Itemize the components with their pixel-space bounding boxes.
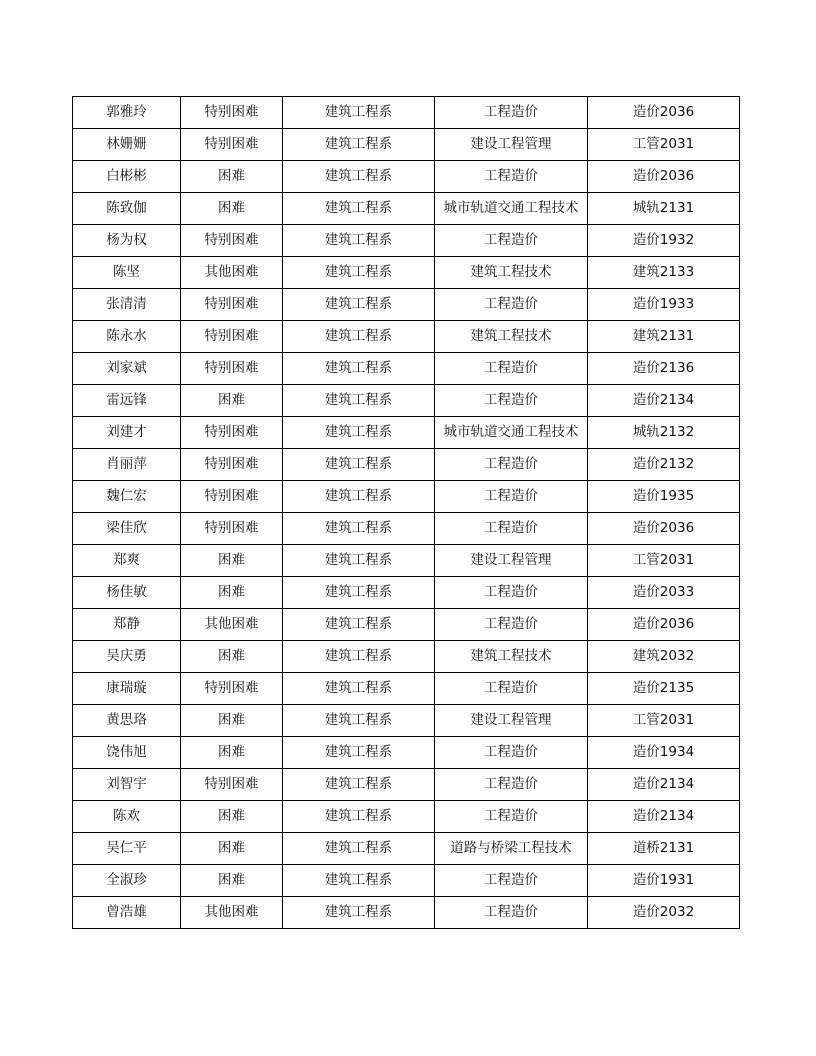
class-cell: 造价2132 (588, 449, 740, 481)
table-row (73, 705, 740, 737)
major-cell: 工程造价 (435, 481, 588, 513)
department-cell: 建筑工程系 (283, 385, 435, 417)
difficulty-level-cell: 其他困难 (181, 257, 283, 289)
table-row (73, 289, 740, 321)
class-cell: 造价2036 (588, 609, 740, 641)
student-name-cell: 陈坚 (73, 257, 181, 289)
student-name-cell: 雷远锋 (73, 385, 181, 417)
class-cell: 造价2033 (588, 577, 740, 609)
major-cell: 城市轨道交通工程技术 (435, 193, 588, 225)
table-row (73, 513, 740, 545)
major-cell: 工程造价 (435, 865, 588, 897)
student-name-cell: 魏仁宏 (73, 481, 181, 513)
difficulty-level-cell: 特别困难 (181, 129, 283, 161)
table-row (73, 673, 740, 705)
student-name-cell: 康瑞璇 (73, 673, 181, 705)
class-cell: 造价1931 (588, 865, 740, 897)
class-cell: 造价1934 (588, 737, 740, 769)
difficulty-level-cell: 其他困难 (181, 897, 283, 929)
table-row (73, 97, 740, 129)
table-row (73, 609, 740, 641)
student-name-cell: 张清清 (73, 289, 181, 321)
table-row (73, 641, 740, 673)
class-cell: 造价2036 (588, 161, 740, 193)
class-cell: 造价2134 (588, 769, 740, 801)
department-cell: 建筑工程系 (283, 161, 435, 193)
class-cell: 造价2134 (588, 385, 740, 417)
major-cell: 工程造价 (435, 449, 588, 481)
class-cell: 道桥2131 (588, 833, 740, 865)
student-name-cell: 饶伟旭 (73, 737, 181, 769)
difficulty-level-cell: 困难 (181, 737, 283, 769)
difficulty-level-cell: 特别困难 (181, 673, 283, 705)
difficulty-level-cell: 困难 (181, 641, 283, 673)
major-cell: 工程造价 (435, 737, 588, 769)
student-name-cell: 杨为权 (73, 225, 181, 257)
class-cell: 工管2031 (588, 705, 740, 737)
major-cell: 工程造价 (435, 801, 588, 833)
student-name-cell: 白彬彬 (73, 161, 181, 193)
table-row (73, 193, 740, 225)
major-cell: 建设工程管理 (435, 545, 588, 577)
major-cell: 工程造价 (435, 609, 588, 641)
class-cell: 建筑2133 (588, 257, 740, 289)
table-row (73, 257, 740, 289)
department-cell: 建筑工程系 (283, 449, 435, 481)
class-cell: 造价2136 (588, 353, 740, 385)
department-cell: 建筑工程系 (283, 225, 435, 257)
difficulty-level-cell: 困难 (181, 705, 283, 737)
class-cell: 造价1935 (588, 481, 740, 513)
department-cell: 建筑工程系 (283, 705, 435, 737)
student-name-cell: 郑静 (73, 609, 181, 641)
major-cell: 工程造价 (435, 897, 588, 929)
difficulty-level-cell: 特别困难 (181, 769, 283, 801)
major-cell: 工程造价 (435, 353, 588, 385)
table-row (73, 449, 740, 481)
difficulty-level-cell: 困难 (181, 545, 283, 577)
student-name-cell: 陈欢 (73, 801, 181, 833)
student-name-cell: 刘智宇 (73, 769, 181, 801)
table-row (73, 225, 740, 257)
table-row (73, 833, 740, 865)
student-name-cell: 杨佳敏 (73, 577, 181, 609)
class-cell: 工管2031 (588, 545, 740, 577)
difficulty-level-cell: 困难 (181, 865, 283, 897)
table-row (73, 161, 740, 193)
student-name-cell: 肖丽萍 (73, 449, 181, 481)
table-row (73, 737, 740, 769)
class-cell: 城轨2131 (588, 193, 740, 225)
table-row (73, 385, 740, 417)
major-cell: 城市轨道交通工程技术 (435, 417, 588, 449)
class-cell: 造价2134 (588, 801, 740, 833)
major-cell: 建设工程管理 (435, 129, 588, 161)
department-cell: 建筑工程系 (283, 193, 435, 225)
table-row (73, 801, 740, 833)
student-name-cell: 吴庆勇 (73, 641, 181, 673)
department-cell: 建筑工程系 (283, 577, 435, 609)
student-name-cell: 陈致伽 (73, 193, 181, 225)
student-name-cell: 梁佳欣 (73, 513, 181, 545)
difficulty-level-cell: 困难 (181, 193, 283, 225)
table-row (73, 321, 740, 353)
table-body (73, 97, 740, 929)
table-row (73, 865, 740, 897)
student-name-cell: 郭雅玲 (73, 97, 181, 129)
department-cell: 建筑工程系 (283, 513, 435, 545)
difficulty-level-cell: 特别困难 (181, 417, 283, 449)
department-cell: 建筑工程系 (283, 897, 435, 929)
student-name-cell: 林姗姗 (73, 129, 181, 161)
student-table (72, 96, 740, 929)
table-row (73, 897, 740, 929)
difficulty-level-cell: 特别困难 (181, 289, 283, 321)
major-cell: 工程造价 (435, 289, 588, 321)
difficulty-level-cell: 特别困难 (181, 97, 283, 129)
major-cell: 建设工程管理 (435, 705, 588, 737)
department-cell: 建筑工程系 (283, 257, 435, 289)
difficulty-level-cell: 困难 (181, 801, 283, 833)
department-cell: 建筑工程系 (283, 289, 435, 321)
department-cell: 建筑工程系 (283, 97, 435, 129)
student-name-cell: 吴仁平 (73, 833, 181, 865)
class-cell: 工管2031 (588, 129, 740, 161)
department-cell: 建筑工程系 (283, 353, 435, 385)
department-cell: 建筑工程系 (283, 609, 435, 641)
major-cell: 工程造价 (435, 385, 588, 417)
difficulty-level-cell: 特别困难 (181, 449, 283, 481)
department-cell: 建筑工程系 (283, 641, 435, 673)
student-name-cell: 全淑珍 (73, 865, 181, 897)
table-row (73, 769, 740, 801)
table-row (73, 129, 740, 161)
difficulty-level-cell: 特别困难 (181, 481, 283, 513)
difficulty-level-cell: 特别困难 (181, 321, 283, 353)
table-row (73, 545, 740, 577)
difficulty-level-cell: 其他困难 (181, 609, 283, 641)
class-cell: 造价1932 (588, 225, 740, 257)
class-cell: 建筑2131 (588, 321, 740, 353)
major-cell: 工程造价 (435, 161, 588, 193)
student-name-cell: 刘家斌 (73, 353, 181, 385)
class-cell: 建筑2032 (588, 641, 740, 673)
department-cell: 建筑工程系 (283, 673, 435, 705)
major-cell: 工程造价 (435, 513, 588, 545)
student-name-cell: 陈永水 (73, 321, 181, 353)
table-row (73, 577, 740, 609)
department-cell: 建筑工程系 (283, 865, 435, 897)
major-cell: 建筑工程技术 (435, 321, 588, 353)
class-cell: 造价2036 (588, 513, 740, 545)
student-name-cell: 刘建才 (73, 417, 181, 449)
department-cell: 建筑工程系 (283, 417, 435, 449)
department-cell: 建筑工程系 (283, 481, 435, 513)
difficulty-level-cell: 困难 (181, 385, 283, 417)
major-cell: 工程造价 (435, 769, 588, 801)
major-cell: 建筑工程技术 (435, 641, 588, 673)
table-row (73, 353, 740, 385)
class-cell: 造价2032 (588, 897, 740, 929)
department-cell: 建筑工程系 (283, 737, 435, 769)
major-cell: 工程造价 (435, 225, 588, 257)
student-name-cell: 郑爽 (73, 545, 181, 577)
student-name-cell: 黄思珞 (73, 705, 181, 737)
major-cell: 工程造价 (435, 673, 588, 705)
major-cell: 道路与桥梁工程技术 (435, 833, 588, 865)
class-cell: 造价2036 (588, 97, 740, 129)
major-cell: 工程造价 (435, 577, 588, 609)
major-cell: 建筑工程技术 (435, 257, 588, 289)
department-cell: 建筑工程系 (283, 129, 435, 161)
major-cell: 工程造价 (435, 97, 588, 129)
student-name-cell: 曾浩雄 (73, 897, 181, 929)
difficulty-level-cell: 特别困难 (181, 225, 283, 257)
table-row (73, 481, 740, 513)
difficulty-level-cell: 困难 (181, 577, 283, 609)
department-cell: 建筑工程系 (283, 769, 435, 801)
difficulty-level-cell: 特别困难 (181, 353, 283, 385)
class-cell: 造价1933 (588, 289, 740, 321)
department-cell: 建筑工程系 (283, 321, 435, 353)
table-row (73, 417, 740, 449)
class-cell: 城轨2132 (588, 417, 740, 449)
class-cell: 造价2135 (588, 673, 740, 705)
difficulty-level-cell: 特别困难 (181, 513, 283, 545)
difficulty-level-cell: 困难 (181, 161, 283, 193)
department-cell: 建筑工程系 (283, 833, 435, 865)
difficulty-level-cell: 困难 (181, 833, 283, 865)
document-page (72, 96, 740, 929)
department-cell: 建筑工程系 (283, 801, 435, 833)
department-cell: 建筑工程系 (283, 545, 435, 577)
